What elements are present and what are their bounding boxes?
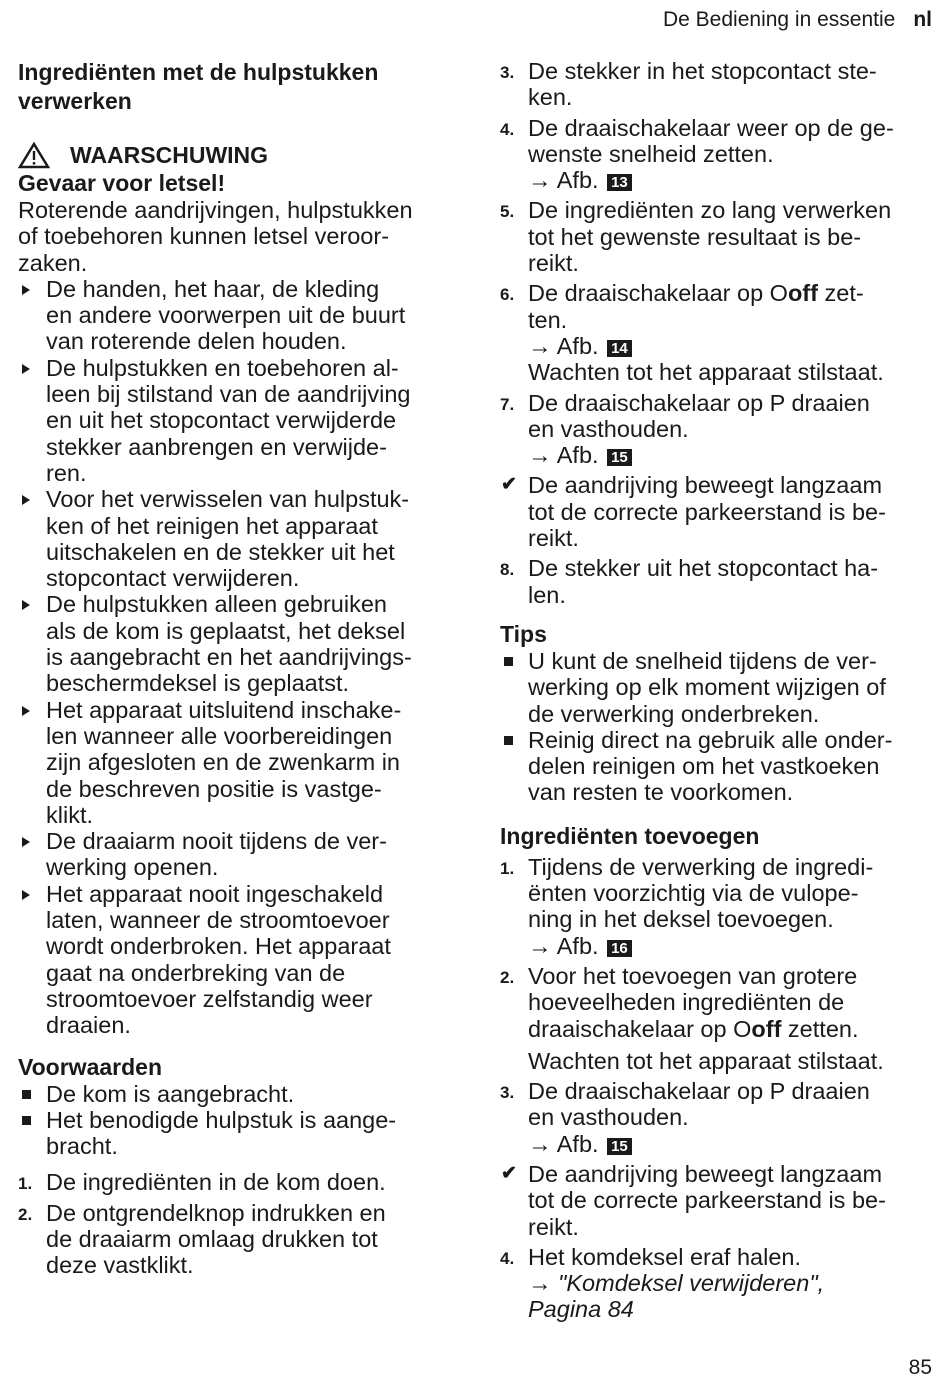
add-ingredients-step-list [500, 854, 935, 1327]
step-number: 7. [500, 394, 515, 414]
figure-reference: → Afb. 14 [528, 333, 935, 359]
figure-number-badge: 15 [607, 1138, 632, 1155]
tip-item: U kunt de snelheid tijdens de ver- werking op elk moment wijzigen of de verwerking onderbreken. [500, 648, 935, 727]
warning-bullet: De hulpstukken en toebehoren al- leen bij stilstand van de aandrijving en uit het stopcontact verwijderde stekker aanbrengen en verwijde- ren. [18, 355, 463, 486]
warning-bullet-list [18, 276, 463, 1039]
add-ingredients-heading: Ingrediënten toevoegen [500, 822, 760, 849]
prereq-item: Het benodigde hulpstuk is aange- bracht. [18, 1107, 463, 1160]
step-number: 8. [500, 560, 515, 580]
triangle-bullet-icon [22, 285, 30, 295]
step-number: 6. [500, 285, 515, 305]
off-symbol: O [769, 280, 788, 307]
header-lang: nl [913, 8, 932, 31]
section-heading: Ingrediënten met de hulpstukken verwerken [18, 59, 379, 114]
step-item: 3. De draaischakelaar op P draaien en vasthouden. → Afb. 15 [500, 1078, 935, 1157]
triangle-bullet-icon [22, 364, 30, 374]
step-number: 1. [500, 858, 515, 878]
figure-reference: → Afb. 13 [528, 167, 935, 193]
step-list [18, 1169, 463, 1282]
warning-bullet: De handen, het haar, de kleding en andere voorwerpen uit de buurt van roterende delen houden. [18, 276, 463, 355]
running-header [663, 8, 932, 32]
result-check-icon: ✔ [501, 474, 517, 496]
step-item: 7. De draaischakelaar op P draaien en vasthouden. → Afb. 15 [500, 390, 935, 469]
left-column [18, 58, 463, 1283]
figure-number-badge: 15 [607, 449, 632, 466]
square-bullet-icon [22, 1116, 31, 1125]
warning-bullet: Het apparaat nooit ingeschakeld laten, wanneer de stroomtoevoer wordt onderbroken. Het apparaat gaat na onderbreking van de stroomtoevoer zelfstandig weer draaien. [18, 881, 463, 1039]
square-bullet-icon [22, 1090, 31, 1099]
off-symbol: O [733, 1015, 752, 1042]
square-bullet-icon [504, 657, 513, 666]
tips-list [500, 648, 935, 806]
step-item: 2. Voor het toevoegen van grotere hoeveelheden ingrediënten de draaischakelaar op Ooff zetten. Wachten tot het apparaat stilstaat. [500, 963, 935, 1074]
warning-bullet: De hulpstukken alleen gebruiken als de kom is geplaatst, het deksel is aangebracht en het aandrijvings- beschermdeksel is geplaatst. [18, 591, 463, 696]
step-item: 1. Tijdens de verwerking de ingredi- ënten voorzichtig via de vulope- ning in het deksel toevoegen. → Afb. 16 [500, 854, 935, 959]
page-reference-link[interactable]: → "Komdeksel verwijderen", Pagina 84 [528, 1270, 825, 1323]
triangle-bullet-icon [22, 837, 30, 847]
right-column [500, 58, 935, 1327]
step-item: 3. De stekker in het stopcontact ste- ken. [500, 58, 877, 111]
figure-number-badge: 16 [607, 940, 632, 957]
warning-title [18, 141, 463, 169]
step-number: 1. [18, 1174, 33, 1194]
figure-reference: → Afb. 16 [528, 933, 935, 959]
figure-reference: → Afb. 15 [528, 1131, 935, 1157]
step-number: 3. [500, 63, 515, 82]
header-section-title: De Bediening in essentie [663, 8, 896, 31]
step-number: 2. [500, 967, 515, 987]
prereq-item: De kom is aangebracht. [18, 1081, 463, 1107]
result-check-icon: ✔ [501, 1162, 517, 1184]
step-number: 3. [500, 1083, 515, 1103]
step-number: 5. [500, 202, 515, 222]
step-item: 4. Het komdeksel eraf halen. → "Komdeksel verwijderen", Pagina 84 [500, 1244, 935, 1323]
step-item: 4. De draaischakelaar weer op de ge- wenste snelheid zetten. → Afb. 13 [500, 115, 935, 194]
step-number: 4. [500, 119, 515, 139]
step-note: Wachten tot het apparaat stilstaat. [528, 359, 884, 386]
prereq-list [18, 1081, 463, 1160]
figure-number-badge: 13 [607, 174, 632, 191]
square-bullet-icon [504, 736, 513, 745]
warning-bullet: De draaiarm nooit tijdens de ver- werking openen. [18, 828, 463, 881]
prereq-heading: Voorwaarden [18, 1053, 162, 1080]
tips-heading: Tips [500, 620, 547, 647]
step-item: 5. De ingrediënten zo lang verwerken tot het gewenste resultaat is be- reikt. [500, 197, 892, 277]
step-item: 1. De ingrediënten in de kom doen. [18, 1169, 463, 1195]
result-item: ✔ De aandrijving beweegt langzaam tot de correcte parkeerstand is be- reikt. [501, 472, 886, 552]
step-item: 8. De stekker uit het stopcontact ha- len. [500, 555, 879, 608]
tip-item: Reinig direct na gebruik alle onder- delen reinigen om het vastkoeken van resten te voorkomen. [500, 727, 935, 806]
warning-subtitle: Gevaar voor letsel! [18, 170, 226, 196]
step-item: 2. De ontgrendelknop indrukken en de draaiarm omlaag drukken tot deze vastklikt. [18, 1199, 386, 1279]
page-number: 85 [908, 1356, 932, 1379]
step-list-continued [500, 58, 935, 612]
step-number: 4. [500, 1248, 515, 1268]
warning-label: WAARSCHUWING [70, 142, 269, 168]
warning-bullet: Voor het verwisselen van hulpstuk- ken of het reinigen het apparaat uitschakelen en de stekker uit het stopcontact verwijderen. [18, 486, 463, 591]
warning-bullet: Het apparaat uitsluitend inschake- len wanneer alle voorbereidingen zijn afgesloten en de zwenkarm in de beschreven positie is vastge- klikt. [18, 697, 463, 828]
warning-triangle-icon [18, 142, 50, 169]
triangle-bullet-icon [22, 706, 30, 716]
step-note: Wachten tot het apparaat stilstaat. [528, 1047, 884, 1074]
figure-number-badge: 14 [607, 340, 632, 357]
triangle-bullet-icon [22, 890, 30, 900]
step-number: 2. [18, 1204, 33, 1224]
result-item: ✔ De aandrijving beweegt langzaam tot de correcte parkeerstand is be- reikt. [501, 1160, 886, 1240]
step-item: 6. De draaischakelaar op Ooff zet- ten. → Afb. 14 Wachten tot het apparaat stilstaat. [500, 280, 935, 385]
figure-reference: → Afb. 15 [528, 442, 935, 468]
warning-text: Roterende aandrijvingen, hulpstukken of toebehoren kunnen letsel veroor- zaken. [18, 197, 413, 276]
triangle-bullet-icon [22, 495, 30, 505]
triangle-bullet-icon [22, 600, 30, 610]
